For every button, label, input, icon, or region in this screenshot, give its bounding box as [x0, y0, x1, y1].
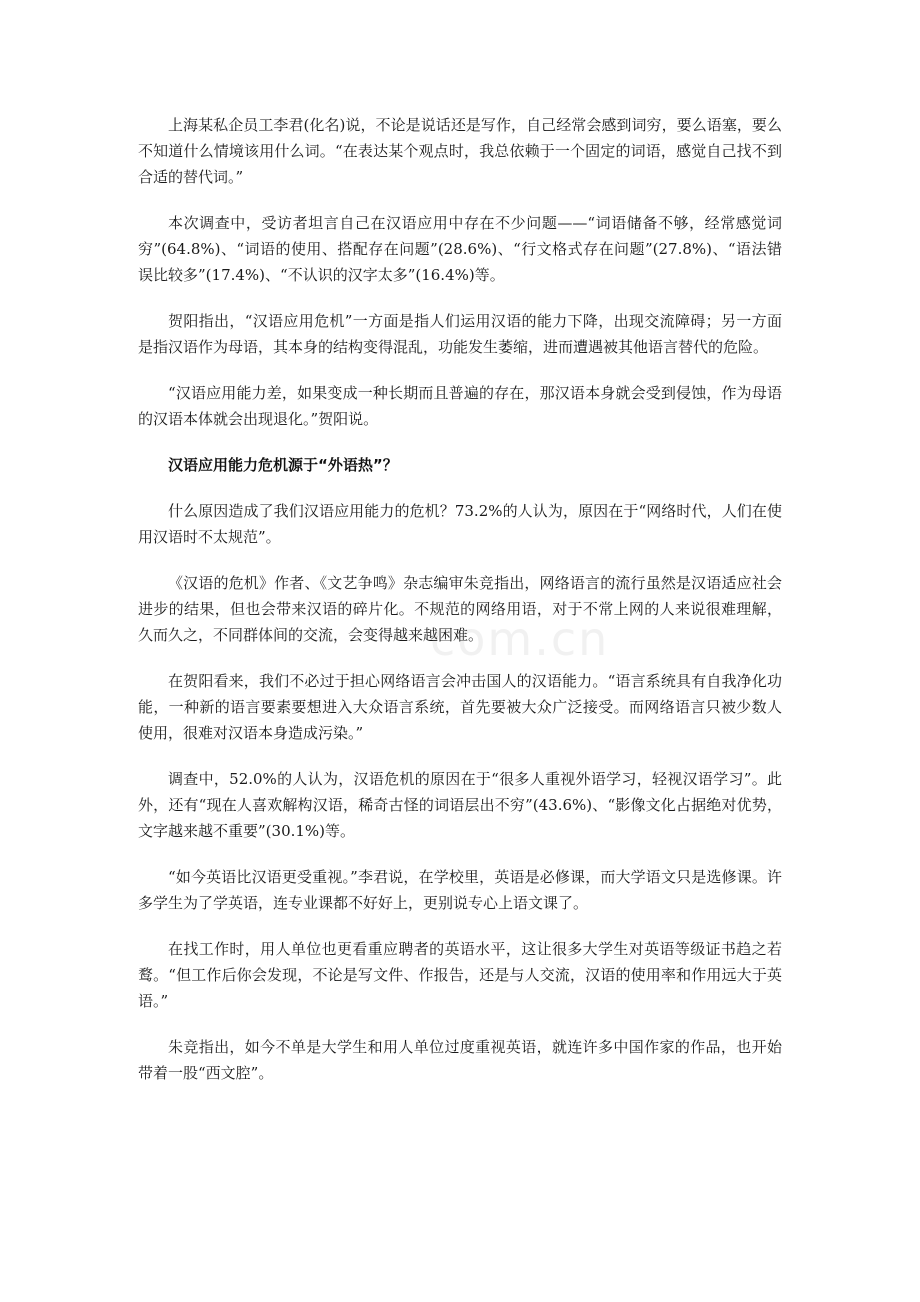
paragraph-job-hunting: 在找工作时，用人单位也更看重应聘者的英语水平，这让很多大学生对英语等级证书趋之若鹜。“但工作后你会发现，不论是写文件、作报告，还是与人交流，汉语的使用率和作用远大于英语。”	[138, 940, 782, 1010]
paragraph-network-era: 什么原因造成了我们汉语应用能力的危机？73.2%的人认为，原因在于“网络时代，人们在使用汉语时不太规范”。	[138, 502, 782, 546]
watermark: com.cn	[430, 612, 610, 666]
paragraph-english-valued: “如今英语比汉语更受重视。”李君说，在学校里，英语是必修课，而大学语文只是选修课。许多学生为了学英语，连专业课都不好好上，更别说专心上语文课了。	[138, 868, 782, 912]
paragraph-zhu-jing-network-language: 《汉语的危机》作者、《文艺争鸣》杂志编审朱竞指出，网络语言的流行虽然是汉语适应社会进步的结果，但也会带来汉语的碎片化。不规范的网络用语，对于不常上网的人来说很难理解，久而久之，不同群体间的交流，会变得越来越困难。	[138, 574, 782, 644]
paragraph-foreign-language-study: 调查中，52.0%的人认为，汉语危机的原因在于“很多人重视外语学习，轻视汉语学习”。此外，还有“现在人喜欢解构汉语，稀奇古怪的词语层出不穷”(43.6%)、“影像文化占据绝对优势，文字越来越不重要”(30.1%)等。	[138, 770, 782, 840]
article-body	[138, 112, 782, 1106]
paragraph-self-purification: 在贺阳看来，我们不必过于担心网络语言会冲击国人的汉语能力。“语言系统具有自我净化功能，一种新的语言要素要想进入大众语言系统，首先要被大众广泛接受。而网络语言只被少数人使用，很难对汉语本身造成污染。”	[138, 672, 782, 742]
paragraph-li-jun-word-poverty: 上海某私企员工李君(化名)说，不论是说话还是写作，自己经常会感到词穷，要么语塞，要么不知道什么情境该用什么词。“在表达某个观点时，我总依赖于一个固定的词语，感觉自己找不到合适的替代词。”	[138, 116, 782, 186]
paragraph-he-yang-quote: “汉语应用能力差，如果变成一种长期而且普遍的存在，那汉语本身就会受到侵蚀，作为母语的汉语本体就会出现退化。”贺阳说。	[138, 384, 782, 428]
section-heading: 汉语应用能力危机源于“外语热”？	[168, 456, 398, 474]
paragraph-he-yang-crisis: 贺阳指出，“汉语应用危机”一方面是指人们运用汉语的能力下降，出现交流障碍；另一方面是指汉语作为母语，其本身的结构变得混乱，功能发生萎缩，进而遭遇被其他语言替代的危险。	[138, 312, 782, 356]
paragraph-survey-problems: 本次调查中，受访者坦言自己在汉语应用中存在不少问题——“词语储备不够，经常感觉词穷”(64.8%)、“词语的使用、搭配存在问题”(28.6%)、“行文格式存在问题”(27.8%)、“语法错误比较多”(17.4%)、“不认识的汉字太多”(16.4%)等。	[138, 214, 782, 284]
paragraph-western-style: 朱竞指出，如今不单是大学生和用人单位过度重视英语，就连许多中国作家的作品，也开始带着一股“西文腔”。	[138, 1038, 782, 1082]
